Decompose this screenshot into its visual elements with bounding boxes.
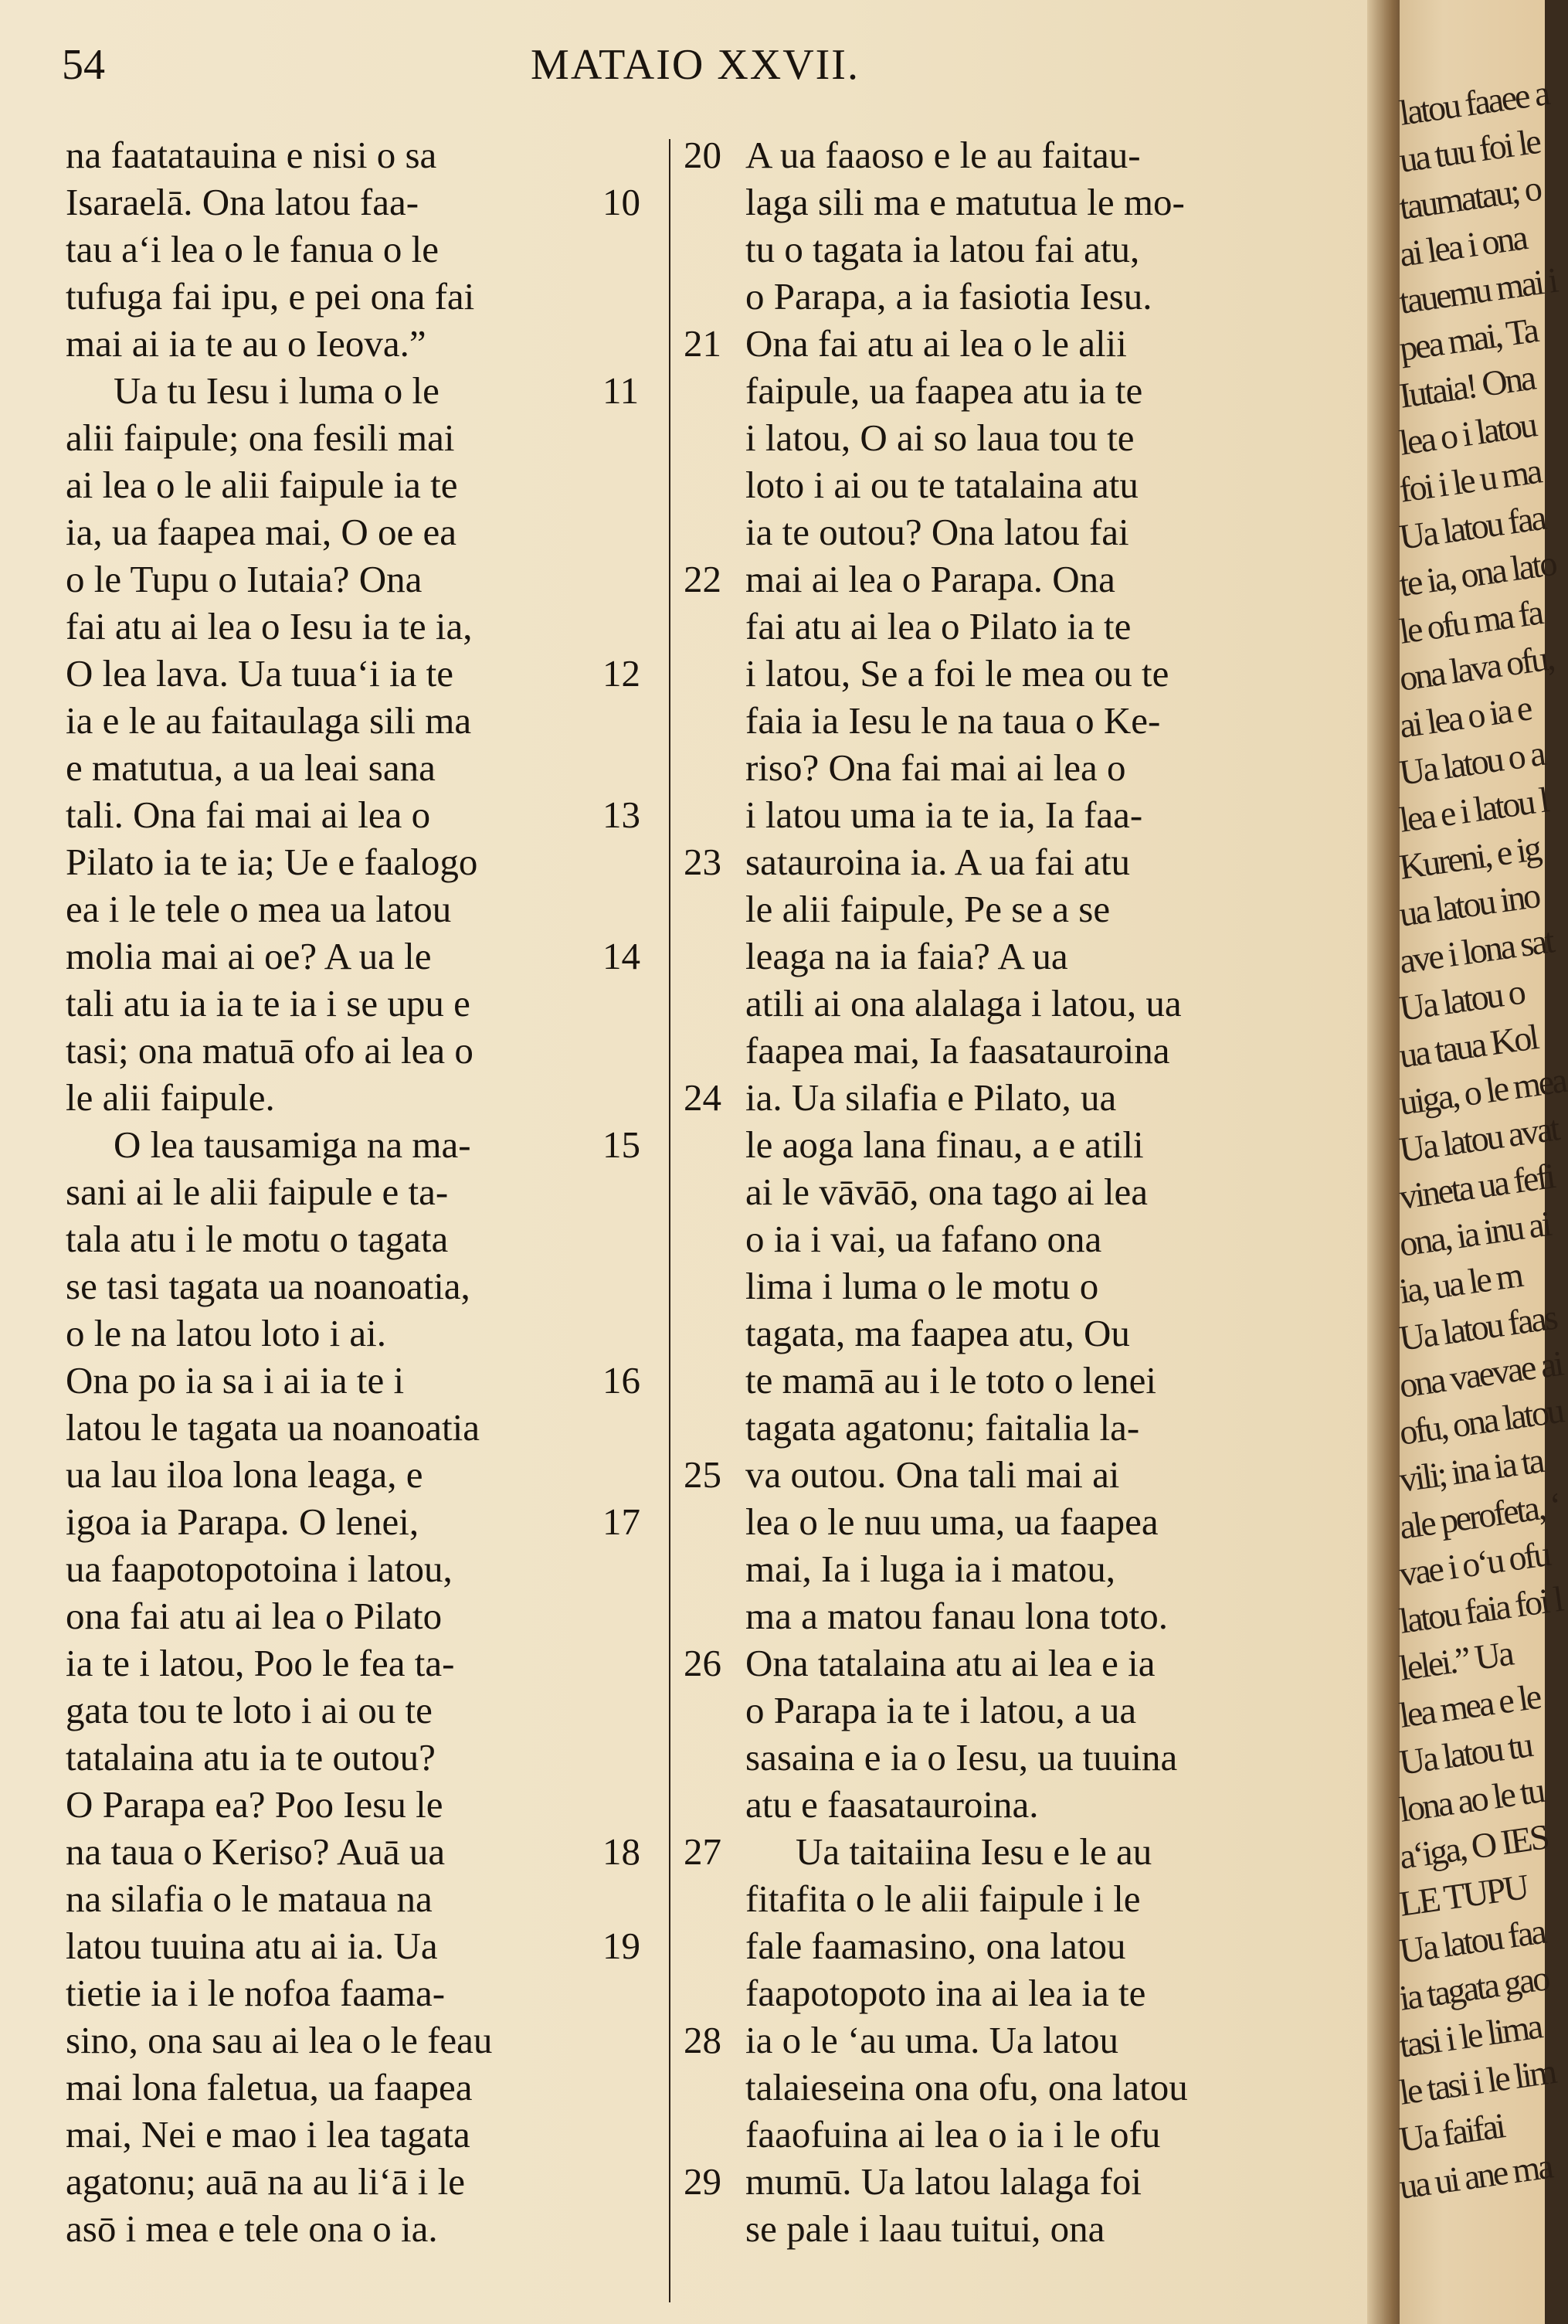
text-line bbox=[66, 1828, 653, 1875]
facing-page-fragment: Ua latou o bbox=[1397, 971, 1526, 1028]
text-line bbox=[684, 650, 1363, 697]
facing-page-fragment: tauemu mai i bbox=[1397, 260, 1559, 321]
line-text: tau aʻi lea o le fanua o le bbox=[66, 228, 439, 270]
line-text: le alii faipule, Pe se a se bbox=[745, 888, 1111, 930]
line-text: ai le vāvāō, ona tago ai lea bbox=[745, 1170, 1149, 1213]
line-text: le aoga lana finau, a e atili bbox=[745, 1123, 1144, 1166]
text-line bbox=[684, 838, 1363, 885]
facing-page-fragment: ua tuu foi le bbox=[1397, 121, 1542, 180]
text-line bbox=[66, 1734, 653, 1781]
verse-number: 12 bbox=[602, 652, 640, 695]
text-line bbox=[684, 320, 1363, 367]
facing-page-fragment: taumatau; o bbox=[1397, 168, 1543, 227]
text-line bbox=[66, 1592, 653, 1639]
text-line bbox=[66, 2158, 653, 2205]
facing-page-fragment: ale perofeta, ‘ bbox=[1397, 1485, 1563, 1547]
text-line bbox=[684, 1357, 1363, 1404]
facing-page-fragment: ave i lona sat bbox=[1397, 920, 1556, 981]
text-line bbox=[66, 2017, 653, 2064]
facing-page-fragment: ua latou ino bbox=[1397, 875, 1541, 934]
line-text: alii faipule; ona fesili mai bbox=[66, 416, 455, 459]
line-text: mai lona faletua, ua faapea bbox=[66, 2066, 473, 2108]
line-text: tu o tagata ia latou fai atu, bbox=[745, 228, 1140, 270]
line-text: i latou, Se a foi le mea ou te bbox=[745, 652, 1169, 695]
line-text: satauroina ia. A ua fai atu bbox=[745, 841, 1130, 883]
line-text: fai atu ai lea o Pilato ia te bbox=[745, 605, 1132, 647]
text-line bbox=[684, 1168, 1363, 1215]
text-line bbox=[684, 1922, 1363, 1969]
line-text: i latou uma ia te ia, Ia faa- bbox=[745, 793, 1143, 836]
text-line bbox=[684, 885, 1363, 933]
facing-page-fragment: lea e i latou l bbox=[1397, 780, 1550, 840]
text-line bbox=[66, 508, 653, 556]
line-text: Ona tatalaina atu ai lea e ia bbox=[745, 1642, 1156, 1684]
text-line bbox=[684, 414, 1363, 461]
verse-number: 24 bbox=[684, 1076, 721, 1119]
line-text: o le na latou loto i ai. bbox=[66, 1312, 387, 1354]
line-text: O lea tausamiga na ma- bbox=[114, 1123, 471, 1166]
line-text: e matutua, a ua leai sana bbox=[66, 746, 436, 789]
line-text: i latou, O ai so laua tou te bbox=[745, 416, 1135, 459]
line-text: gata tou te loto i ai ou te bbox=[66, 1689, 433, 1731]
text-line bbox=[684, 1875, 1363, 1922]
line-text: se pale i laau tuitui, ona bbox=[745, 2207, 1105, 2250]
text-line bbox=[66, 2064, 653, 2111]
verse-number: 28 bbox=[684, 2019, 721, 2061]
text-line bbox=[684, 933, 1363, 980]
line-text: ia te outou? Ona latou fai bbox=[745, 511, 1129, 553]
text-line bbox=[66, 1875, 653, 1922]
text-line bbox=[66, 1215, 653, 1262]
text-line bbox=[684, 2064, 1363, 2111]
line-text: mumū. Ua latou lalaga foi bbox=[745, 2160, 1142, 2203]
text-line bbox=[684, 1592, 1363, 1639]
facing-page-fragment: ona vaevae ai bbox=[1397, 1343, 1564, 1405]
text-line bbox=[66, 2111, 653, 2158]
line-text: tietie ia i le nofoa faama- bbox=[66, 1972, 446, 2014]
facing-page-fragment: vineta ua fefi bbox=[1397, 1156, 1556, 1217]
line-text: fale faamasino, ona latou bbox=[745, 1925, 1126, 1967]
line-text: na faatatauina e nisi o sa bbox=[66, 134, 437, 176]
line-text: faaofuina ai lea o ia i le ofu bbox=[745, 2113, 1161, 2156]
facing-page-fragment: ofu, ona latou bbox=[1397, 1390, 1565, 1452]
line-text: atu e faasatauroina. bbox=[745, 1783, 1039, 1826]
text-line bbox=[66, 838, 653, 885]
verse-number: 29 bbox=[684, 2160, 721, 2203]
text-line bbox=[684, 697, 1363, 744]
line-text: loto i ai ou te tatalaina atu bbox=[745, 464, 1139, 506]
text-line bbox=[684, 178, 1363, 226]
text-line bbox=[66, 1168, 653, 1215]
text-line bbox=[66, 1498, 653, 1545]
line-text: fai atu ai lea o Iesu ia te ia, bbox=[66, 605, 473, 647]
line-text: talaieseina ona ofu, ona latou bbox=[745, 2066, 1188, 2108]
line-text: mai ai ia te au o Ieova.” bbox=[66, 322, 426, 365]
text-line bbox=[66, 885, 653, 933]
line-text: ma a matou fanau lona toto. bbox=[745, 1595, 1168, 1637]
line-text: O lea lava. Ua tuuaʻi ia te bbox=[66, 652, 454, 695]
verse-number: 19 bbox=[602, 1925, 640, 1967]
verse-number: 26 bbox=[684, 1642, 721, 1684]
column-divider bbox=[669, 139, 670, 2302]
facing-page-fragment: LE TUPU bbox=[1397, 1867, 1529, 1924]
facing-page-fragment: ua taua Kol bbox=[1397, 1017, 1539, 1075]
line-text: lima i luma o le motu o bbox=[745, 1265, 1099, 1307]
text-line bbox=[684, 1074, 1363, 1121]
facing-page-fragment: Ua latou faa bbox=[1397, 497, 1547, 557]
facing-page-fragment: pea mai, Ta bbox=[1397, 310, 1539, 369]
verse-number: 18 bbox=[602, 1830, 640, 1873]
text-line bbox=[66, 414, 653, 461]
text-line bbox=[66, 556, 653, 603]
facing-page-fragment: ia, ua le m bbox=[1397, 1255, 1524, 1311]
text-line bbox=[66, 603, 653, 650]
facing-page-fragment: tasi i le lima bbox=[1397, 2006, 1543, 2065]
text-line bbox=[684, 744, 1363, 791]
text-line bbox=[684, 1262, 1363, 1310]
facing-page-fragment: Ua latou avat bbox=[1397, 1108, 1560, 1170]
facing-page-edge bbox=[1397, 0, 1568, 2324]
text-line bbox=[684, 1498, 1363, 1545]
facing-page-fragment: lona ao le tu bbox=[1397, 1770, 1546, 1830]
text-line bbox=[684, 1781, 1363, 1828]
line-text: ia, ua faapea mai, O oe ea bbox=[66, 511, 457, 553]
line-text: laga sili ma e matutua le mo- bbox=[745, 181, 1185, 223]
line-text: faapotopoto ina ai lea ia te bbox=[745, 1972, 1146, 2014]
line-text: ia e le au faitaulaga sili ma bbox=[66, 699, 472, 742]
line-text: faapea mai, Ia faasatauroina bbox=[745, 1029, 1170, 1072]
line-text: faia ia Iesu le na taua o Ke- bbox=[745, 699, 1161, 742]
line-text: tasi; ona matuā ofo ai lea o bbox=[66, 1029, 473, 1072]
text-line bbox=[66, 1357, 653, 1404]
facing-page-fragment: Ua latou o a bbox=[1397, 733, 1546, 793]
line-text: te mamā au i le toto o lenei bbox=[745, 1359, 1157, 1402]
text-line bbox=[66, 1262, 653, 1310]
page-number: 54 bbox=[62, 41, 105, 89]
text-line bbox=[66, 650, 653, 697]
text-line bbox=[66, 1639, 653, 1687]
text-line bbox=[684, 1451, 1363, 1498]
text-line bbox=[684, 2017, 1363, 2064]
text-line bbox=[66, 1310, 653, 1357]
text-line bbox=[66, 1781, 653, 1828]
facing-page-fragment: ai lea i ona bbox=[1397, 217, 1529, 274]
verse-number: 25 bbox=[684, 1453, 721, 1496]
verse-number: 27 bbox=[684, 1830, 721, 1873]
text-line bbox=[66, 744, 653, 791]
line-text: Pilato ia te ia; Ue e faalogo bbox=[66, 841, 478, 883]
text-line bbox=[684, 1215, 1363, 1262]
facing-page-fragment: le ofu ma fa bbox=[1397, 592, 1544, 651]
text-line bbox=[66, 933, 653, 980]
text-line bbox=[684, 1734, 1363, 1781]
line-text: ia o le ʻau uma. Ua latou bbox=[745, 2019, 1119, 2061]
line-text: lea o le nuu uma, ua faapea bbox=[745, 1500, 1159, 1543]
line-text: se tasi tagata ua noanoatia, bbox=[66, 1265, 470, 1307]
text-line bbox=[66, 1969, 653, 2017]
text-line bbox=[66, 461, 653, 508]
text-line bbox=[66, 1451, 653, 1498]
text-line bbox=[66, 2205, 653, 2252]
verse-number: 16 bbox=[602, 1359, 640, 1402]
text-line bbox=[684, 1310, 1363, 1357]
line-text: molia mai ai oe? A ua le bbox=[66, 935, 432, 977]
text-line bbox=[66, 226, 653, 273]
verse-number: 15 bbox=[602, 1123, 640, 1166]
text-line bbox=[684, 603, 1363, 650]
text-line bbox=[684, 131, 1363, 178]
text-line bbox=[684, 226, 1363, 273]
text-line bbox=[684, 508, 1363, 556]
text-line bbox=[684, 791, 1363, 838]
line-text: tagata, ma faapea atu, Ou bbox=[745, 1312, 1130, 1354]
line-text: tali. Ona fai mai ai lea o bbox=[66, 793, 431, 836]
verse-number: 11 bbox=[602, 369, 640, 412]
line-text: Ona po ia sa i ai ia te i bbox=[66, 1359, 405, 1402]
facing-page-fragment: vae i oʻu ofu bbox=[1397, 1534, 1552, 1594]
line-text: Isaraelā. Ona latou faa- bbox=[66, 181, 419, 223]
text-line bbox=[684, 1828, 1363, 1875]
text-line bbox=[66, 1922, 653, 1969]
verse-number: 21 bbox=[684, 322, 721, 365]
text-line bbox=[66, 131, 653, 178]
line-text: o Parapa, a ia fasiotia Iesu. bbox=[745, 275, 1152, 318]
verse-number: 22 bbox=[684, 558, 721, 600]
text-line bbox=[66, 178, 653, 226]
facing-page-fragment: Ua latou tu bbox=[1397, 1724, 1534, 1782]
line-text: ia te i latou, Poo le fea ta- bbox=[66, 1642, 455, 1684]
line-text: ua faapotopotoina i latou, bbox=[66, 1548, 453, 1590]
line-text: O Parapa ea? Poo Iesu le bbox=[66, 1783, 443, 1826]
line-text: tagata agatonu; faitalia la- bbox=[745, 1406, 1140, 1449]
line-text: o le Tupu o Iutaia? Ona bbox=[66, 558, 423, 600]
right-text-column bbox=[684, 131, 1363, 2252]
text-line bbox=[684, 556, 1363, 603]
line-text: agatonu; auā na au liʻā i le bbox=[66, 2160, 465, 2203]
text-line bbox=[684, 461, 1363, 508]
verse-number: 14 bbox=[602, 935, 640, 977]
text-line bbox=[684, 1121, 1363, 1168]
facing-page-fragment: Ua latou faa bbox=[1397, 1911, 1547, 1971]
facing-page-fragment: uiga, o le mea bbox=[1397, 1060, 1568, 1123]
line-text: ua lau iloa lona leaga, e bbox=[66, 1453, 423, 1496]
text-line bbox=[66, 273, 653, 320]
line-text: tufuga fai ipu, e pei ona fai bbox=[66, 275, 475, 318]
text-line bbox=[66, 980, 653, 1027]
text-line bbox=[66, 791, 653, 838]
verse-number: 20 bbox=[684, 134, 721, 176]
line-text: mai ai lea o Parapa. Ona bbox=[745, 558, 1115, 600]
left-text-column bbox=[66, 131, 653, 2252]
facing-page-fragment: te ia, ona lato bbox=[1397, 543, 1558, 604]
line-text: Ona fai atu ai lea o le alii bbox=[745, 322, 1127, 365]
text-line bbox=[684, 2111, 1363, 2158]
facing-page-fragment: foi i le u ma bbox=[1397, 450, 1543, 510]
line-text: tala atu i le motu o tagata bbox=[66, 1218, 449, 1260]
text-line bbox=[684, 273, 1363, 320]
line-text: mai, Nei e mao i lea tagata bbox=[66, 2113, 470, 2156]
text-line bbox=[66, 367, 653, 414]
text-line bbox=[66, 697, 653, 744]
text-line bbox=[684, 2205, 1363, 2252]
line-text: atili ai ona alalaga i latou, ua bbox=[745, 982, 1182, 1024]
facing-page-fragment: latou faia foi l bbox=[1397, 1578, 1564, 1641]
text-line bbox=[684, 2158, 1363, 2205]
page-header bbox=[62, 40, 1329, 94]
line-text: leaga na ia faia? A ua bbox=[745, 935, 1068, 977]
line-text: sani ai le alii faipule e ta- bbox=[66, 1170, 449, 1213]
line-text: latou le tagata ua noanoatia bbox=[66, 1406, 480, 1449]
facing-page-fragment: Kureni, e ig bbox=[1397, 827, 1543, 887]
line-text: ia. Ua silafia e Pilato, ua bbox=[745, 1076, 1117, 1119]
line-text: latou tuuina atu ai ia. Ua bbox=[66, 1925, 438, 1967]
line-text: ea i le tele o mea ua latou bbox=[66, 888, 452, 930]
line-text: tatalaina atu ia te outou? bbox=[66, 1736, 436, 1779]
facing-page-fragment: ona, ia inu ai bbox=[1397, 1204, 1553, 1264]
line-text: mai, Ia i luga ia i matou, bbox=[745, 1548, 1115, 1590]
line-text: va outou. Ona tali mai ai bbox=[745, 1453, 1120, 1496]
text-line bbox=[66, 1074, 653, 1121]
text-line bbox=[684, 1404, 1363, 1451]
facing-page-fragment: vili; ina ia ta bbox=[1397, 1440, 1545, 1500]
verse-number: 17 bbox=[602, 1500, 640, 1543]
line-text: o Parapa ia te i latou, a ua bbox=[745, 1689, 1137, 1731]
line-text: Ua tu Iesu i luma o le bbox=[114, 369, 440, 412]
text-line bbox=[684, 367, 1363, 414]
line-text: tali atu ia ia te ia i se upu e bbox=[66, 982, 470, 1024]
text-line bbox=[66, 1027, 653, 1074]
line-text: faipule, ua faapea atu ia te bbox=[745, 369, 1143, 412]
facing-page-fragment: Iutaia! Ona bbox=[1397, 357, 1537, 416]
line-text: A ua faaoso e le au faitau- bbox=[745, 134, 1141, 176]
facing-page-fragment: Ua faifai bbox=[1397, 2105, 1506, 2159]
facing-page-fragment: ai lea o ia e bbox=[1397, 688, 1533, 746]
running-title: MATAIO XXVII. bbox=[531, 41, 860, 89]
line-text: asō i mea e tele ona o ia. bbox=[66, 2207, 438, 2250]
facing-page-fragment: ona lava ofu, bbox=[1397, 637, 1556, 698]
facing-page-fragment: lelei.” Ua bbox=[1397, 1633, 1515, 1688]
text-line bbox=[66, 1121, 653, 1168]
facing-page-fragment: ia tagata gao bbox=[1397, 1958, 1551, 2018]
line-text: igoa ia Parapa. O lenei, bbox=[66, 1500, 419, 1543]
line-text: na silafia o le mataua na bbox=[66, 1877, 433, 1920]
text-line bbox=[684, 1969, 1363, 2017]
facing-page-fragment: aʻiga, O IES bbox=[1397, 1816, 1550, 1877]
facing-page-fragment: lea o i latou bbox=[1397, 404, 1538, 463]
line-text: sino, ona sau ai lea o le feau bbox=[66, 2019, 493, 2061]
line-text: le alii faipule. bbox=[66, 1076, 275, 1119]
text-line bbox=[66, 1687, 653, 1734]
text-line bbox=[684, 980, 1363, 1027]
line-text: Ua taitaiina Iesu e le au bbox=[796, 1830, 1152, 1873]
line-text: fitafita o le alii faipule i le bbox=[745, 1877, 1141, 1920]
line-text: na taua o Keriso? Auā ua bbox=[66, 1830, 446, 1873]
verse-number: 23 bbox=[684, 841, 721, 883]
facing-page-fragment: lea mea e le bbox=[1397, 1676, 1543, 1735]
line-text: ona fai atu ai lea o Pilato bbox=[66, 1595, 443, 1637]
text-line bbox=[66, 1545, 653, 1592]
line-text: ai lea o le alii faipule ia te bbox=[66, 464, 458, 506]
facing-page-fragment: le tasi i le lim bbox=[1397, 2051, 1557, 2112]
text-line bbox=[684, 1027, 1363, 1074]
line-text: riso? Ona fai mai ai lea o bbox=[745, 746, 1126, 789]
facing-page-fragment: ua ui ane ma bbox=[1397, 2146, 1554, 2207]
line-text: o ia i vai, ua fafano ona bbox=[745, 1218, 1102, 1260]
facing-page-fragment: latou faaee a bbox=[1397, 73, 1551, 133]
line-text: sasaina e ia o Iesu, ua tuuina bbox=[745, 1736, 1178, 1779]
text-line bbox=[66, 320, 653, 367]
verse-number: 13 bbox=[602, 793, 640, 836]
verse-number: 10 bbox=[602, 181, 640, 223]
text-line bbox=[684, 1687, 1363, 1734]
text-line bbox=[684, 1639, 1363, 1687]
text-line bbox=[66, 1404, 653, 1451]
text-line bbox=[684, 1545, 1363, 1592]
facing-page-fragment: Ua latou faas bbox=[1397, 1296, 1559, 1358]
